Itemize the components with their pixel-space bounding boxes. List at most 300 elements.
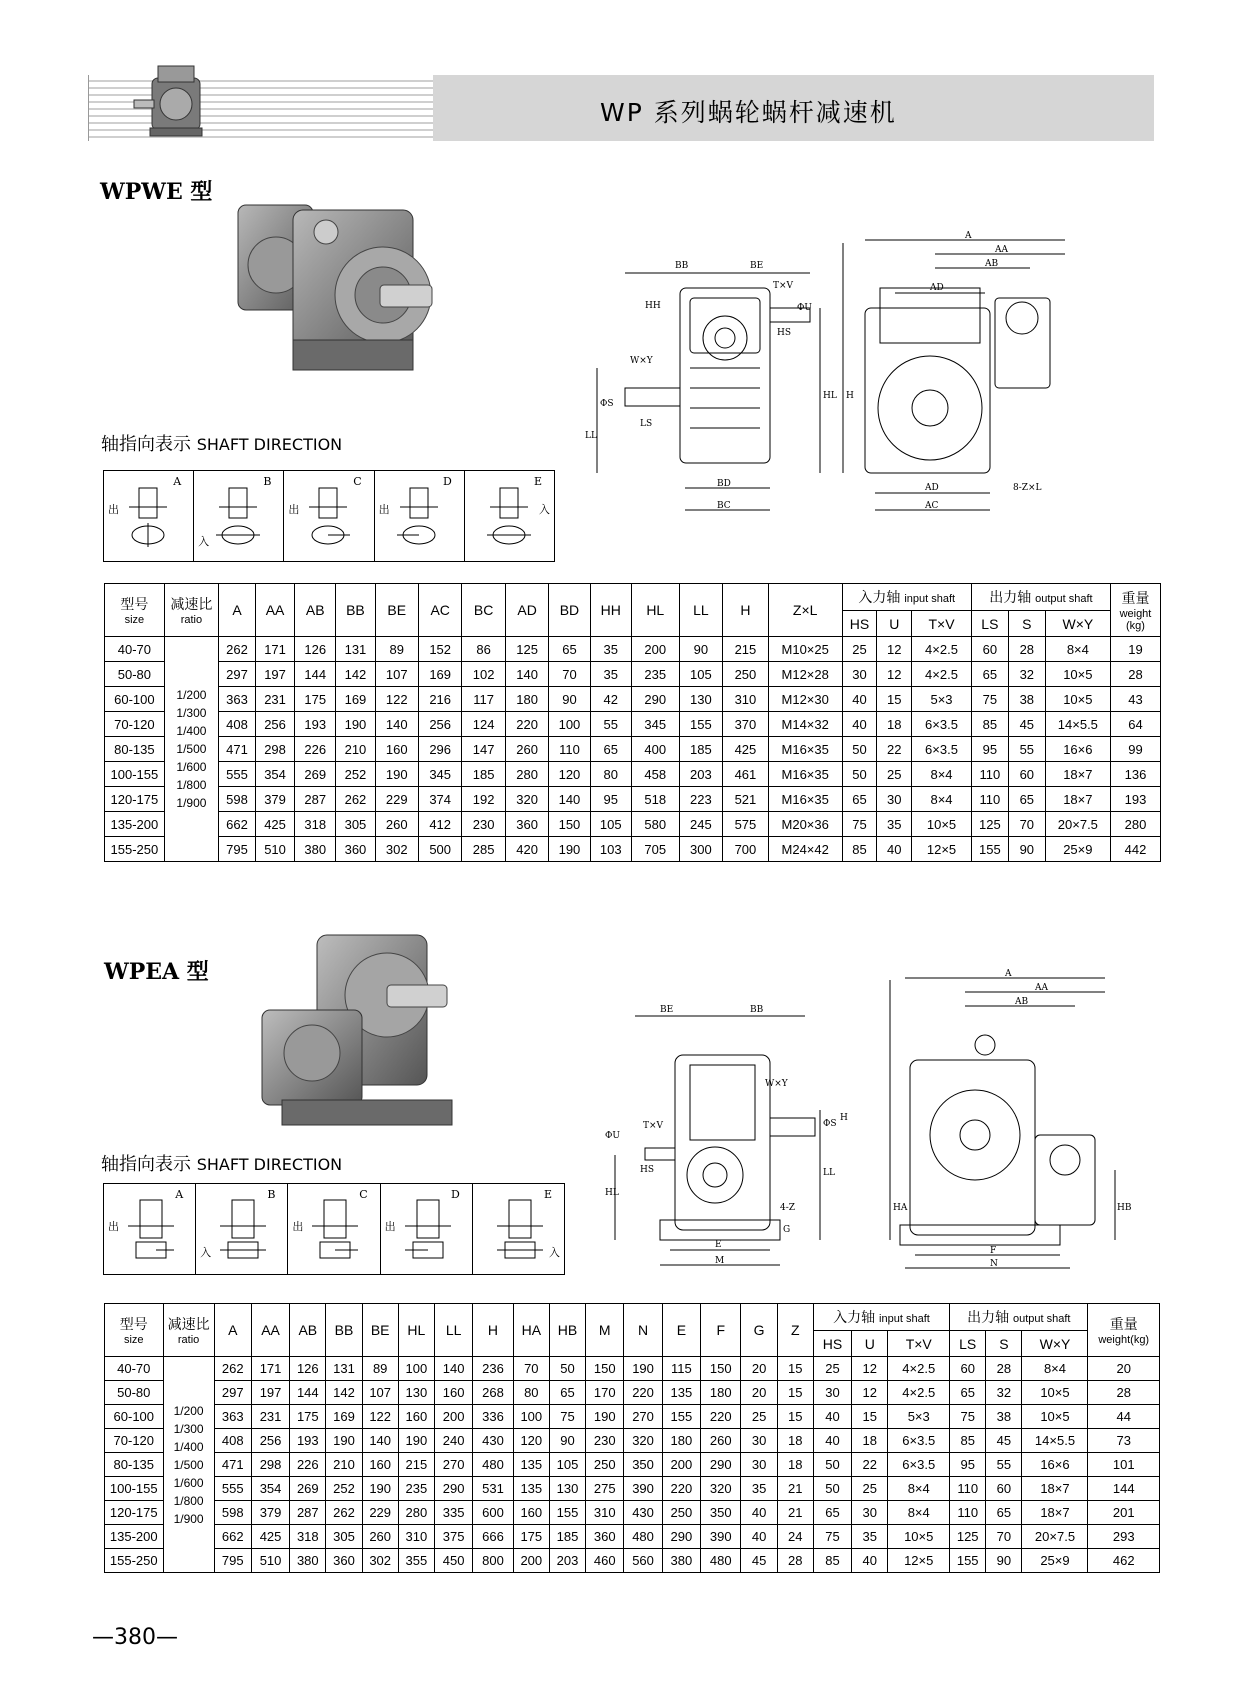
table-cell: 250 [723, 662, 769, 687]
table-cell: 105 [590, 812, 631, 837]
column-header: T×V [912, 611, 972, 637]
column-header: S [1008, 611, 1045, 637]
table-cell: 500 [418, 837, 461, 862]
table-cell: 45 [1008, 712, 1045, 737]
direction-letter: D [442, 475, 452, 488]
table-cell: 12 [877, 637, 912, 662]
column-header: Z×L [768, 584, 842, 637]
table-cell: 8×4 [912, 762, 972, 787]
table-cell: 28 [986, 1357, 1022, 1381]
table-cell: 107 [375, 662, 418, 687]
table-cell: 140 [375, 712, 418, 737]
wpea-drawing-label: BE [660, 1005, 674, 1015]
table-cell: 35 [590, 637, 631, 662]
table-row [105, 712, 1161, 737]
table-cell: 130 [398, 1381, 434, 1405]
table-cell: M16×35 [768, 737, 842, 762]
table-cell: 18×7 [1022, 1501, 1088, 1525]
table-cell: 201 [1088, 1501, 1160, 1525]
table-cell: 5×3 [888, 1405, 950, 1429]
column-header: HH [590, 584, 631, 637]
size-cell: 135-200 [105, 812, 165, 837]
weight-header: 重量 weight (kg) [1110, 584, 1160, 637]
table-cell: 300 [679, 837, 722, 862]
size-cell: 80-135 [105, 1453, 164, 1477]
table-cell: 10×5 [1045, 662, 1110, 687]
table-cell: 18 [777, 1453, 813, 1477]
shaft-direction-heading [101, 1150, 342, 1176]
column-header: BB [336, 584, 375, 637]
table-cell: 25 [877, 762, 912, 787]
wpea-shaft-direction-diagrams [103, 1183, 565, 1275]
column-header: A [214, 1304, 251, 1357]
table-cell: 510 [256, 837, 295, 862]
table-cell: 38 [1008, 687, 1045, 712]
table-cell: 250 [586, 1453, 624, 1477]
wpwe-drawing-label: T×V [773, 281, 794, 291]
table-cell: 35 [741, 1477, 777, 1501]
table-cell: 22 [877, 737, 912, 762]
table-cell: 4×2.5 [888, 1381, 950, 1405]
table-cell: 190 [549, 837, 590, 862]
table-cell: 85 [813, 1549, 851, 1573]
table-cell: 231 [256, 687, 295, 712]
wpwe-drawing-label: BE [750, 261, 764, 271]
table-cell: 450 [434, 1549, 472, 1573]
wpea-product-photo [262, 935, 472, 1135]
model-label-wpwe: WPWE 型 [100, 179, 213, 205]
table-cell: 60 [986, 1477, 1022, 1501]
reducer-thumbnail-image [130, 60, 220, 145]
table-cell: 216 [418, 687, 461, 712]
table-cell: 662 [219, 812, 256, 837]
table-cell: 10×5 [912, 812, 972, 837]
table-cell: 270 [434, 1453, 472, 1477]
table-cell: 510 [251, 1549, 289, 1573]
ratio-value: 1/900 [173, 1511, 204, 1526]
table-cell: 200 [631, 637, 679, 662]
wpea-drawing-label: E [715, 1240, 722, 1250]
table-cell: 298 [251, 1453, 289, 1477]
table-cell: 150 [586, 1357, 624, 1381]
table-cell: 150 [549, 812, 590, 837]
table-cell: 287 [290, 1501, 326, 1525]
table-cell: 262 [214, 1357, 251, 1381]
shaft-direction-cn: 轴指向表示 [101, 1154, 191, 1175]
table-cell: 20×7.5 [1045, 812, 1110, 837]
table-cell: 4×2.5 [912, 662, 972, 687]
table-cell: 210 [326, 1453, 362, 1477]
wpea-drawing-label: M [715, 1256, 725, 1266]
gearbox-schematic-icon [218, 1196, 268, 1266]
table-cell: 318 [290, 1525, 326, 1549]
table-cell: 305 [336, 812, 375, 837]
table-cell: 458 [631, 762, 679, 787]
table-cell: 425 [251, 1525, 289, 1549]
table-cell: 280 [398, 1501, 434, 1525]
table-cell: 100 [398, 1357, 434, 1381]
table-cell: 122 [375, 687, 418, 712]
column-header: AC [418, 584, 461, 637]
table-cell: 15 [777, 1381, 813, 1405]
table-cell: 86 [462, 637, 505, 662]
wpwe-drawing-label: HH [645, 301, 661, 311]
table-cell: 144 [295, 662, 336, 687]
table-cell: 287 [295, 787, 336, 812]
table-cell: 30 [877, 787, 912, 812]
table-cell: M12×30 [768, 687, 842, 712]
column-header: AD [505, 584, 548, 637]
table-cell: 70 [986, 1525, 1022, 1549]
out-label: 出 [288, 503, 300, 516]
table-cell: 220 [505, 712, 548, 737]
column-header: BD [549, 584, 590, 637]
table-cell: 598 [219, 787, 256, 812]
table-cell: 140 [549, 787, 590, 812]
direction-a-diagram [104, 1184, 196, 1274]
table-cell: 190 [586, 1405, 624, 1429]
wpea-drawing-label: HS [640, 1165, 655, 1175]
table-cell: 270 [624, 1405, 662, 1429]
table-cell: 200 [513, 1549, 549, 1573]
column-header: HL [398, 1304, 434, 1357]
ratio-value: 1/300 [176, 706, 207, 720]
direction-e-diagram [465, 471, 554, 561]
table-cell: 45 [986, 1429, 1022, 1453]
table-cell: 350 [624, 1453, 662, 1477]
wpea-drawing-label: HA [893, 1203, 908, 1213]
table-cell: 85 [950, 1429, 986, 1453]
table-cell: 192 [462, 787, 505, 812]
wpwe-drawing-label: AA [995, 245, 1008, 255]
direction-b-diagram [196, 1184, 288, 1274]
wpea-dimension-drawing [605, 969, 1132, 1270]
table-cell: 197 [251, 1381, 289, 1405]
table-cell: 65 [842, 787, 877, 812]
table-cell: 10×5 [1022, 1405, 1088, 1429]
direction-c-diagram [284, 471, 374, 561]
table-cell: M24×42 [768, 837, 842, 862]
table-cell: 136 [1110, 762, 1160, 787]
table-cell: 290 [701, 1453, 741, 1477]
table-cell: 135 [662, 1381, 700, 1405]
out-label: 出 [108, 1220, 119, 1233]
table-cell: 302 [362, 1549, 398, 1573]
table-cell: 374 [418, 787, 461, 812]
table-row [105, 1453, 1160, 1477]
wpea-drawing-label: H [840, 1113, 848, 1123]
table-cell: 6×3.5 [912, 737, 972, 762]
table-cell: 169 [326, 1405, 362, 1429]
table-cell: 560 [624, 1549, 662, 1573]
table-cell: 380 [662, 1549, 700, 1573]
table-cell: 40 [741, 1501, 777, 1525]
table-cell: 110 [971, 787, 1008, 812]
direction-letter: C [359, 1188, 368, 1201]
wpea-drawing-label: ΦS [823, 1119, 837, 1129]
table-cell: 110 [549, 737, 590, 762]
header-ratio: 减速比 ratio [163, 1304, 214, 1357]
table-cell: 124 [462, 712, 505, 737]
gearbox-schematic-icon [214, 483, 264, 553]
size-cell: 100-155 [105, 762, 165, 787]
table-cell: 360 [586, 1525, 624, 1549]
table-cell: 126 [290, 1357, 326, 1381]
table-cell: 40 [813, 1405, 851, 1429]
table-cell: 16×6 [1045, 737, 1110, 762]
column-header: U [852, 1331, 888, 1357]
table-cell: 555 [219, 762, 256, 787]
table-cell: 420 [505, 837, 548, 862]
direction-a-diagram [104, 471, 194, 561]
shaft-direction-en: SHAFT DIRECTION [196, 435, 343, 454]
table-cell: 25 [852, 1477, 888, 1501]
table-cell: 20×7.5 [1022, 1525, 1088, 1549]
table-cell: M12×28 [768, 662, 842, 687]
table-cell: 380 [295, 837, 336, 862]
wpwe-product-photo [238, 200, 458, 395]
table-cell: 122 [362, 1405, 398, 1429]
table-cell: 185 [549, 1525, 585, 1549]
column-header: H [473, 1304, 513, 1357]
table-cell: 65 [1008, 787, 1045, 812]
wpea-drawing-label: A [1005, 969, 1012, 979]
table-cell: 575 [723, 812, 769, 837]
table-cell: 180 [662, 1429, 700, 1453]
table-cell: 425 [256, 812, 295, 837]
table-cell: 12 [852, 1357, 888, 1381]
table-cell: 5×3 [912, 687, 972, 712]
table-cell: 101 [1088, 1453, 1160, 1477]
direction-letter: E [533, 475, 543, 488]
out-label: 出 [292, 1220, 304, 1233]
table-cell: 8×4 [1045, 637, 1110, 662]
table-cell: 200 [434, 1405, 472, 1429]
ratio-value: 1/200 [176, 688, 207, 702]
table-cell: 20 [741, 1381, 777, 1405]
table-cell: 15 [877, 687, 912, 712]
ratio-value: 1/300 [173, 1421, 204, 1436]
table-cell: 666 [473, 1525, 513, 1549]
wpwe-table-body [105, 637, 1161, 862]
column-header: HL [631, 584, 679, 637]
direction-letter: A [175, 1188, 184, 1201]
table-cell: 24 [777, 1525, 813, 1549]
table-cell: 110 [950, 1477, 986, 1501]
table-cell: 155 [679, 712, 722, 737]
table-cell: 142 [326, 1381, 362, 1405]
table-cell: 363 [214, 1405, 251, 1429]
header-model: 型号 size [105, 584, 165, 637]
table-cell: 38 [986, 1405, 1022, 1429]
table-cell: 12 [852, 1381, 888, 1405]
table-cell: 320 [624, 1429, 662, 1453]
header-model: 型号 size [105, 1304, 164, 1357]
table-cell: 150 [701, 1357, 741, 1381]
direction-d-diagram [375, 471, 465, 561]
ratio-value: 1/800 [173, 1493, 204, 1508]
size-cell: 80-135 [105, 737, 165, 762]
wpea-drawing-label: HB [1117, 1203, 1132, 1213]
table-cell: 50 [842, 762, 877, 787]
table-row [105, 1501, 1160, 1525]
table-cell: 140 [362, 1429, 398, 1453]
direction-letter: A [173, 475, 182, 488]
table-cell: 268 [473, 1381, 513, 1405]
table-cell: 185 [679, 737, 722, 762]
table-cell: 80 [590, 762, 631, 787]
table-cell: 354 [251, 1477, 289, 1501]
table-cell: 28 [777, 1549, 813, 1573]
column-header: BE [362, 1304, 398, 1357]
shaft-direction-cn: 轴指向表示 [101, 434, 191, 455]
table-cell: 95 [950, 1453, 986, 1477]
table-cell: 345 [631, 712, 679, 737]
table-cell: 480 [473, 1453, 513, 1477]
table-cell: 6×3.5 [912, 712, 972, 737]
size-cell: 40-70 [105, 1357, 164, 1381]
table-cell: 190 [624, 1357, 662, 1381]
table-cell: 800 [473, 1549, 513, 1573]
table-cell: 375 [434, 1525, 472, 1549]
table-cell: 190 [398, 1429, 434, 1453]
wpea-drawing-label: AB [1015, 997, 1029, 1007]
table-cell: 99 [1110, 737, 1160, 762]
table-cell: 250 [662, 1501, 700, 1525]
wpwe-drawing-label: LL [585, 431, 597, 441]
table-cell: 28 [1008, 637, 1045, 662]
direction-letter: E [543, 1188, 553, 1201]
table-cell: 102 [462, 662, 505, 687]
table-cell: 180 [505, 687, 548, 712]
table-cell: 229 [362, 1501, 398, 1525]
table-cell: 185 [462, 762, 505, 787]
column-header: BE [375, 584, 418, 637]
table-cell: 60 [971, 637, 1008, 662]
table-cell: 75 [842, 812, 877, 837]
wpwe-drawing-label: HS [777, 328, 792, 338]
table-cell: 131 [326, 1357, 362, 1381]
table-cell: M14×32 [768, 712, 842, 737]
table-cell: 363 [219, 687, 256, 712]
table-cell: 229 [375, 787, 418, 812]
table-cell: 293 [1088, 1525, 1160, 1549]
table-cell: 42 [590, 687, 631, 712]
ratio-value: 1/500 [176, 742, 207, 756]
column-header: W×Y [1045, 611, 1110, 637]
table-cell: 280 [1110, 812, 1160, 837]
table-cell: 262 [326, 1501, 362, 1525]
column-header: BC [462, 584, 505, 637]
column-header: T×V [888, 1331, 950, 1357]
table-cell: 30 [813, 1381, 851, 1405]
table-cell: 18×7 [1022, 1477, 1088, 1501]
table-cell: 21 [777, 1477, 813, 1501]
table-cell: 105 [549, 1453, 585, 1477]
table-cell: 107 [362, 1381, 398, 1405]
table-cell: 318 [295, 812, 336, 837]
ratio-value: 1/400 [176, 724, 207, 738]
shaft-direction-heading [101, 430, 342, 456]
table-cell: 103 [590, 837, 631, 862]
table-cell: 14×5.5 [1022, 1429, 1088, 1453]
table-cell: 125 [505, 637, 548, 662]
table-cell: 65 [549, 637, 590, 662]
table-cell: 40 [842, 687, 877, 712]
table-cell: 18 [777, 1429, 813, 1453]
table-cell: 302 [375, 837, 418, 862]
table-cell: 44 [1088, 1405, 1160, 1429]
table-cell: 115 [662, 1357, 700, 1381]
wpea-drawing-label: T×V [643, 1121, 664, 1131]
table-cell: 50 [549, 1357, 585, 1381]
table-cell: 262 [336, 787, 375, 812]
column-header: LL [679, 584, 722, 637]
table-cell: 75 [813, 1525, 851, 1549]
table-cell: 21 [777, 1501, 813, 1525]
table-cell: 160 [398, 1405, 434, 1429]
table-cell: 235 [631, 662, 679, 687]
table-cell: 131 [336, 637, 375, 662]
table-cell: 85 [842, 837, 877, 862]
weight-header: 重量 weight(kg) [1088, 1304, 1160, 1357]
table-cell: 280 [505, 762, 548, 787]
table-cell: 55 [590, 712, 631, 737]
table-cell: 220 [662, 1477, 700, 1501]
direction-b-diagram [194, 471, 284, 561]
table-cell: 460 [586, 1549, 624, 1573]
wpwe-drawing-label: BB [675, 261, 689, 271]
table-cell: 90 [549, 1429, 585, 1453]
wpwe-dimension-drawing [585, 228, 1095, 523]
table-cell: 223 [679, 787, 722, 812]
table-cell: 50 [842, 737, 877, 762]
table-cell: 795 [219, 837, 256, 862]
table-cell: 310 [398, 1525, 434, 1549]
ratio-value: 1/600 [173, 1475, 204, 1490]
table-cell: 65 [950, 1381, 986, 1405]
table-cell: 140 [505, 662, 548, 687]
table-cell: 95 [971, 737, 1008, 762]
table-cell: 531 [473, 1477, 513, 1501]
table-cell: 600 [473, 1501, 513, 1525]
table-cell: 144 [290, 1381, 326, 1405]
wpea-drawing-label: N [990, 1259, 998, 1269]
table-row [105, 687, 1161, 712]
table-cell: 10×5 [1045, 687, 1110, 712]
page-title: WP 系列蜗轮蜗杆减速机 [600, 98, 897, 127]
direction-d-diagram [381, 1184, 473, 1274]
wpea-drawing-label: 4-Z [780, 1203, 796, 1213]
table-cell: 6×3.5 [888, 1453, 950, 1477]
table-cell: 90 [679, 637, 722, 662]
column-header: M [586, 1304, 624, 1357]
table-cell: 390 [624, 1477, 662, 1501]
table-cell: 6×3.5 [888, 1429, 950, 1453]
column-header: LS [971, 611, 1008, 637]
table-cell: 160 [513, 1501, 549, 1525]
size-cell: 155-250 [105, 1549, 164, 1573]
wpea-drawing-label: ΦU [605, 1131, 620, 1141]
column-header: AA [251, 1304, 289, 1357]
output-shaft-header: 出力轴 output shaft [971, 584, 1110, 611]
table-cell: 25×9 [1022, 1549, 1088, 1573]
table-row [105, 1381, 1160, 1405]
table-cell: M16×35 [768, 787, 842, 812]
wpea-drawing-label: HL [605, 1188, 619, 1198]
table-cell: 18×7 [1045, 787, 1110, 812]
table-cell: 147 [462, 737, 505, 762]
